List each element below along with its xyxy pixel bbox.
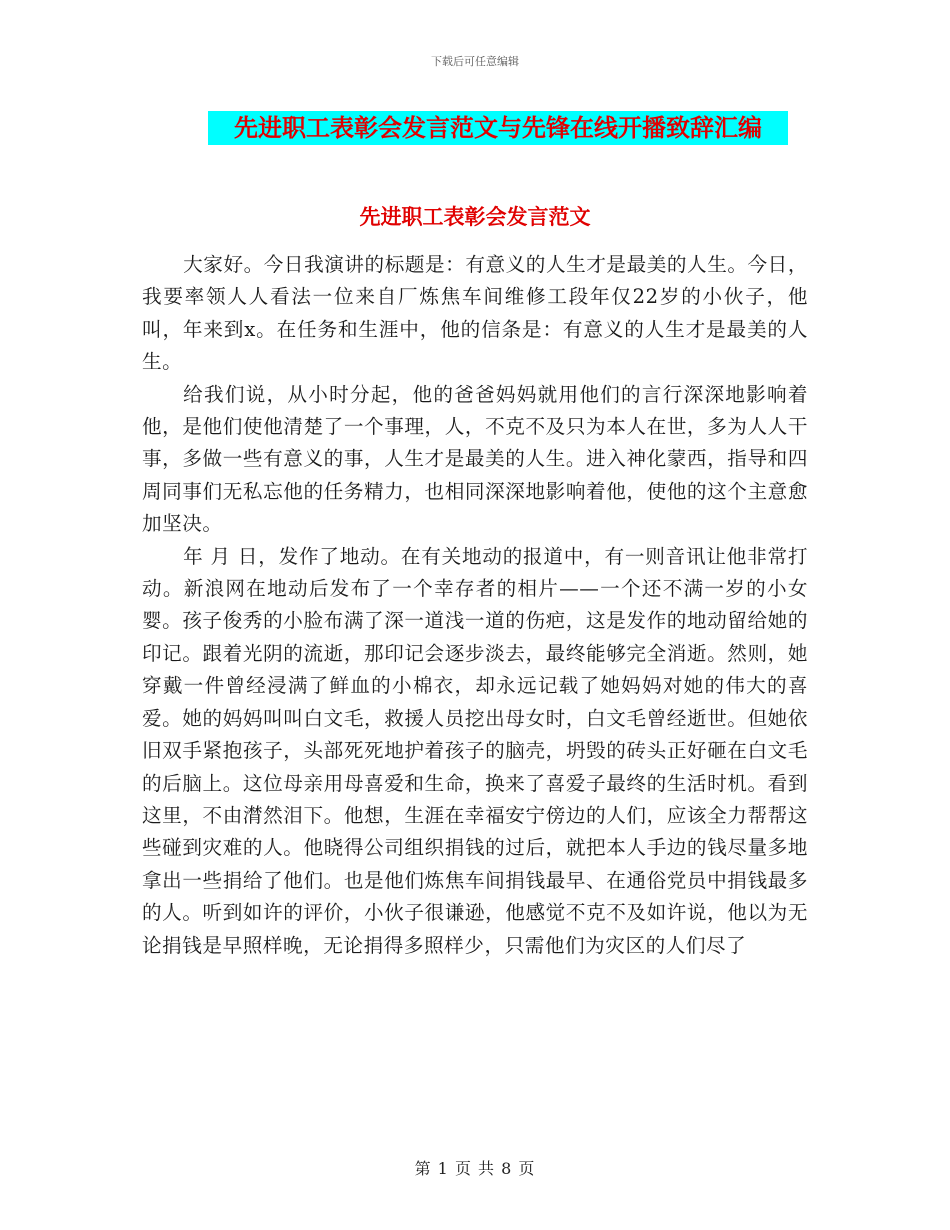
body-text — [142, 249, 808, 962]
paragraph-3: 年 月 日，发作了地动。在有关地动的报道中，有一则音讯让他非常打动。新浪网在地动后发布了一个幸存者的相片——一个还不满一岁的小女婴。孩子俊秀的小脸布满了深一道浅一道的伤疤，这是发作的地动留给她的印记。跟着光阴的流逝，那印记会逐步淡去，最终能够完全消逝。然则，她穿戴一件曾经浸满了鲜血的小棉衣，却永远记载了她妈妈对她的伟大的喜爱。她的妈妈叫叫白文毛，救援人员挖出母女时，白文毛曾经逝世。但她依旧双手紧抱孩子，头部死死地护着孩子的脑壳，坍毁的砖头正好砸在白文毛的后脑上。这位母亲用母喜爱和生命，换来了喜爱子最终的生活时机。看到这里，不由潸然泪下。他想，生涯在幸福安宁傍边的人们，应该全力帮帮这些碰到灾难的人。他晓得公司组织捐钱的过后，就把本人手边的钱尽量多地拿出一些捐给了他们。也是他们炼焦车间捐钱最早、在通俗党员中捐钱最多的人。听到如许的评价，小伙子很谦逊，他感觉不克不及如许说，他以为无论捐钱是早照样晚，无论捐得多照样少，只需他们为灾区的人们尽了 — [142, 544, 808, 957]
page-number: 第 1 页 共 8 页 — [414, 1159, 536, 1178]
section-title: 先进职工表彰会发言范文 — [359, 204, 591, 229]
main-title-highlight — [208, 111, 788, 145]
header-note: 下载后可任意编辑 — [431, 55, 519, 68]
main-title: 先进职工表彰会发言范文与先锋在线开播致辞汇编 — [234, 113, 762, 142]
paragraph-1: 大家好。今日我演讲的标题是：有意义的人生才是最美的人生。今日，我要率领人人看法一位来自厂炼焦车间维修工段年仅22岁的小伙子，他叫，年来到x。在任务和生涯中，他的信条是：有意义的人生才是最美的人生。 — [142, 253, 808, 374]
paragraph-2: 给我们说，从小时分起，他的爸爸妈妈就用他们的言行深深地影响着他，是他们使他清楚了一个事理，人，不克不及只为本人在世，多为人人干事，多做一些有意义的事，人生才是最美的人生。进入神化蒙西，指导和四周同事们无私忘他的任务精力，也相同深深地影响着他，使他的这个主意愈加坚决。 — [142, 382, 808, 536]
